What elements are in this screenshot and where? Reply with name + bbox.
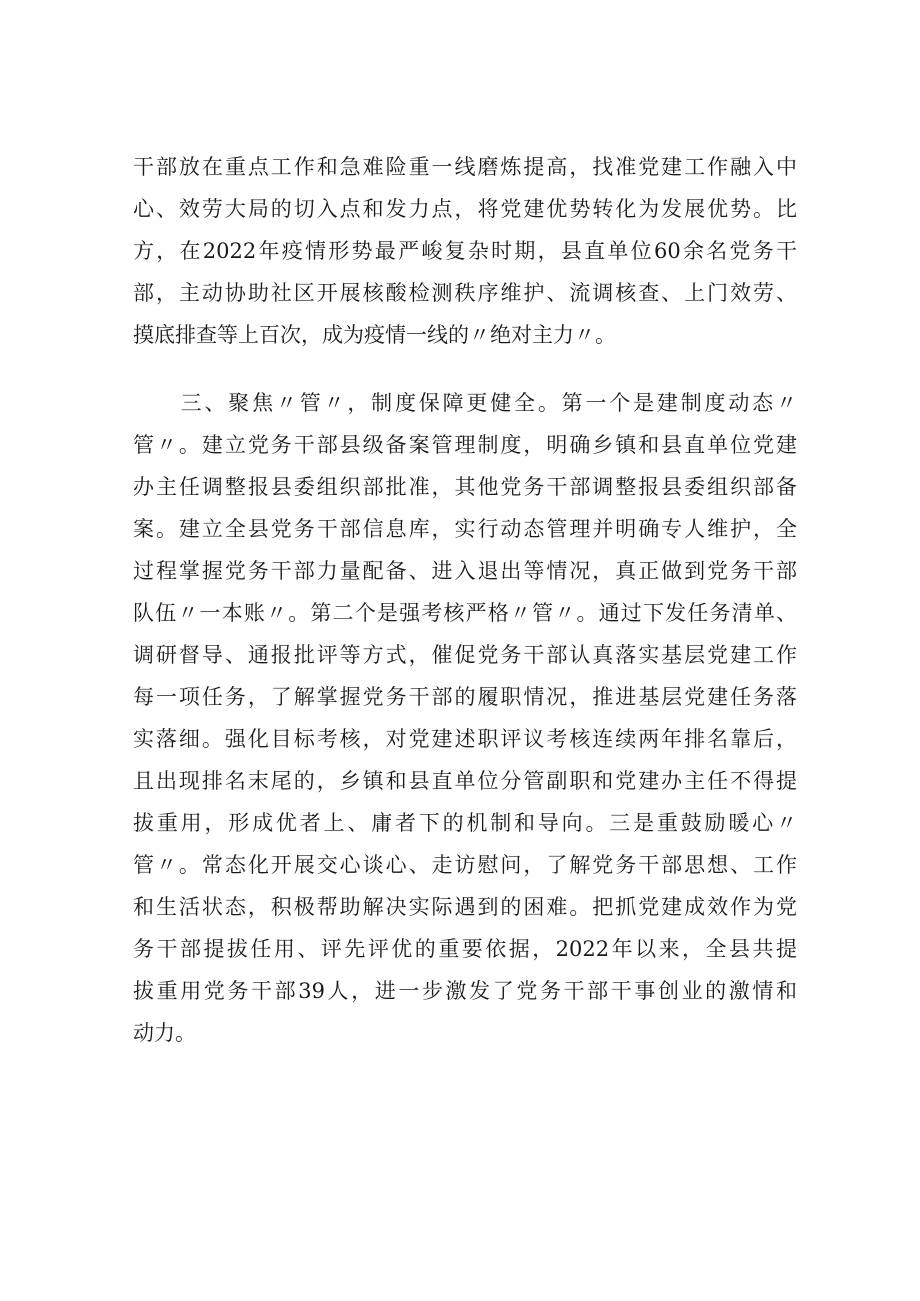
text-line: 拔重用，形成优者上、庸者下的机制和导向。三是重鼓励暖心〃 xyxy=(133,811,797,835)
text-line: 调研督导、通报批评等方式，催促党务干部认真落实基层党建工作 xyxy=(133,643,797,667)
text-line: 拔重用党务干部39人，进一步激发了党务干部干事创业的激情和 xyxy=(133,979,797,1003)
text-line: 和生活状态，积极帮助解决实际遇到的困难。把抓党建成效作为党 xyxy=(133,895,797,919)
text-line: 办主任调整报县委组织部批准，其他党务干部调整报县委组织部备 xyxy=(133,475,797,499)
text-line: 务干部提拔任用、评先评优的重要依据，2022年以来，全县共提 xyxy=(133,937,797,961)
text-line: 管〃。建立党务干部县级备案管理制度，明确乡镇和县直单位党建 xyxy=(133,433,797,457)
text-line: 且出现排名末尾的，乡镇和县直单位分管副职和党建办主任不得提 xyxy=(133,769,797,793)
text-line: 管〃。常态化开展交心谈心、走访慰问，了解党务干部思想、工作 xyxy=(133,853,797,877)
text-line: 干部放在重点工作和急难险重一线磨炼提高，找准党建工作融入中 xyxy=(133,155,797,179)
paragraph-2 xyxy=(133,382,797,1054)
text-line: 实落细。强化目标考核，对党建述职评议考核连续两年排名靠后， xyxy=(133,727,797,751)
text-line: 摸底排查等上百次，成为疫情一线的〃绝对主力〃。 xyxy=(133,323,616,347)
paragraph-1 xyxy=(133,146,797,356)
text-line: 方，在2022年疫情形势最严峻复杂时期，县直单位60余名党务干 xyxy=(133,239,797,263)
text-line: 过程掌握党务干部力量配备、进入退出等情况，真正做到党务干部 xyxy=(133,559,797,583)
text-line: 案。建立全县党务干部信息库，实行动态管理并明确专人维护，全 xyxy=(133,517,797,541)
text-line: 部，主动协助社区开展核酸检测秩序维护、流调核查、上门效劳、 xyxy=(133,281,797,305)
text-line: 队伍〃一本账〃。第二个是强考核严格〃管〃。通过下发任务清单、 xyxy=(133,601,797,625)
text-line: 每一项任务，了解掌握党务干部的履职情况，推进基层党建任务落 xyxy=(133,685,797,709)
text-line: 心、效劳大局的切入点和发力点，将党建优势转化为发展优势。比 xyxy=(133,197,797,221)
text-line: 三、聚焦〃管〃，制度保障更健全。第一个是建制度动态〃 xyxy=(133,391,797,415)
text-line: 动力。 xyxy=(133,1021,196,1045)
